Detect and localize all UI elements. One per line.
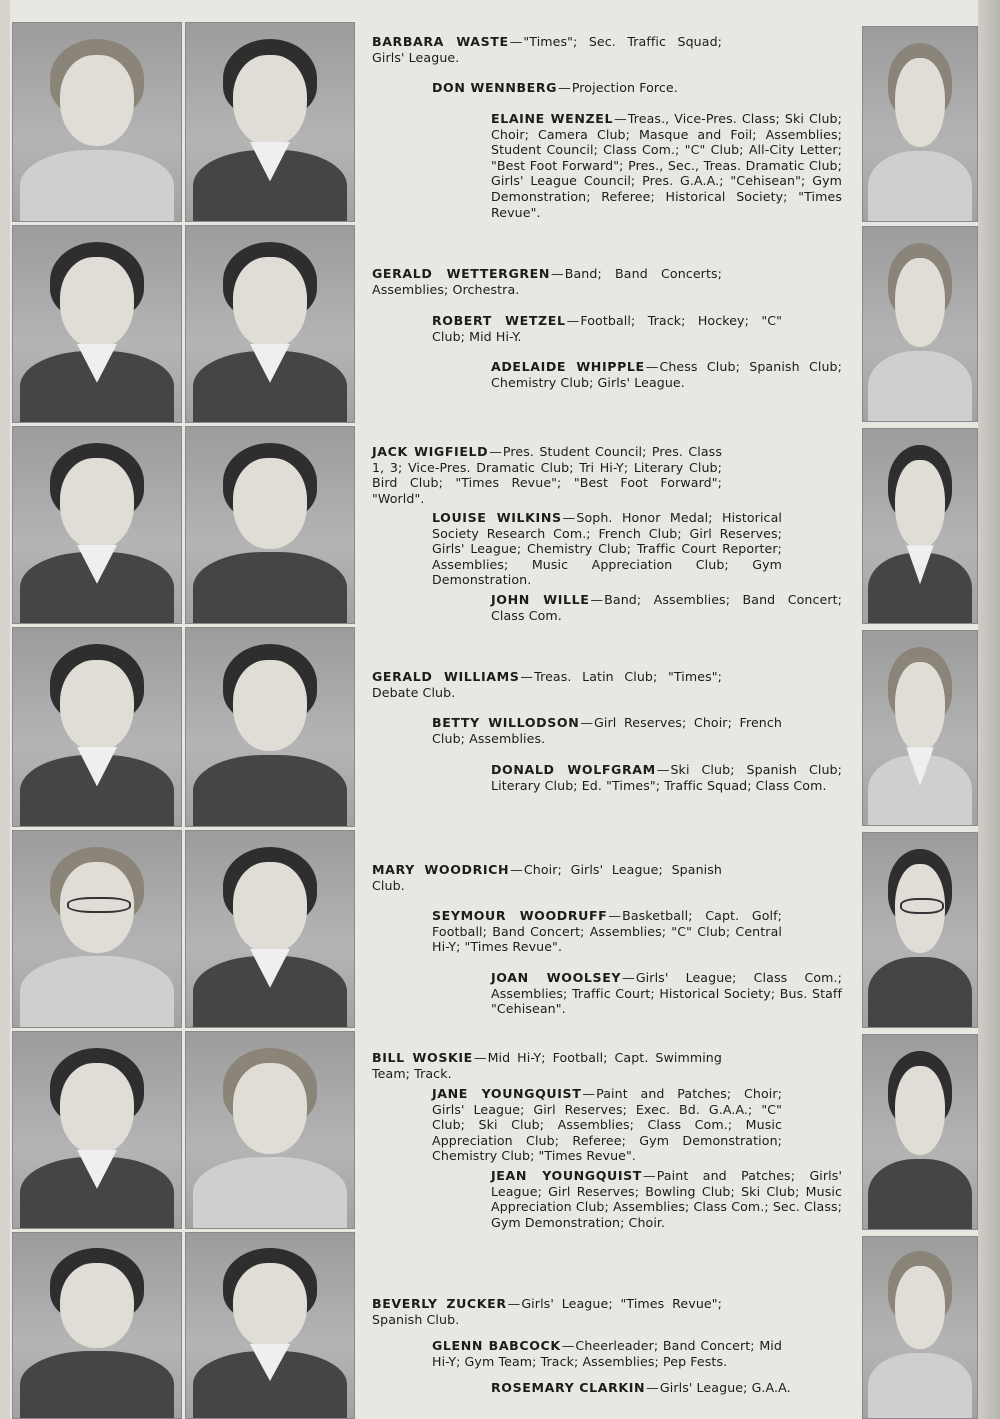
entry-glenn-babcock: GLENN BABCOCK—Cheerleader; Band Concert; Mid Hi-Y; Gym Team; Track; Assemblies; Pep Fests.	[432, 1338, 782, 1369]
entry-activities: Girls' League; Class Com.; Assemblies; Traffic Court; Historical Society; Bus. Staff "Cehisean".	[491, 970, 842, 1017]
entry-jean-youngquist: JEAN YOUNGQUIST—Paint and Patches; Girls' League; Girl Reserves; Bowling Club; Ski Club; Music Appreciation Club; Assemblies; Class Com.; Sec. Class; Gym Demonstration; Choir.	[491, 1168, 843, 1230]
entry-name: GERALD WILLIAMS	[372, 669, 520, 684]
entry-activities: Pres. Student Council; Pres. Class 1, 3; Vice-Pres. Dramatic Club; Tri Hi-Y; Literary Club; Bird Club; "Times Revue"; "Best Foot Forward"; "World".	[372, 444, 723, 506]
entry-gerald-williams: GERALD WILLIAMS—Treas. Latin Club; "Times"; Debate Club.	[372, 669, 722, 700]
entry-name: ROBERT WETZEL	[432, 313, 566, 328]
entry-don-wennberg: DON WENNBERG—Projection Force.	[432, 80, 678, 95]
entry-adelaide-whipple: ADELAIDE WHIPPLE—Chess Club; Spanish Club; Chemistry Club; Girls' League.	[491, 359, 842, 390]
portrait-robert-wetzel	[185, 225, 355, 423]
entry-name: MARY WOODRICH	[372, 862, 510, 877]
portrait-mary-woodrich	[12, 830, 182, 1028]
entry-john-wille: JOHN WILLE—Band; Assemblies; Band Concert; Class Com.	[491, 592, 842, 623]
entry-name: JOHN WILLE	[491, 592, 590, 607]
entry-robert-wetzel: ROBERT WETZEL—Football; Track; Hockey; "C" Club; Mid Hi-Y.	[432, 313, 782, 344]
entry-name: GERALD WETTERGREN	[372, 266, 551, 281]
entry-activities: Girls' League; "Times Revue"; Spanish Club.	[372, 1296, 722, 1327]
entry-name: LOUISE WILKINS	[432, 510, 562, 525]
entry-activities: Treas. Latin Club; "Times"; Debate Club.	[372, 669, 722, 700]
entry-gerald-wettergren: GERALD WETTERGREN—Band; Band Concerts; Assemblies; Orchestra.	[372, 266, 722, 297]
entry-name: DON WENNBERG	[432, 80, 558, 95]
portrait-beverly-zucker	[12, 1232, 182, 1419]
entry-activities: Band; Assemblies; Band Concert; Class Com.	[491, 592, 842, 623]
entry-name: BEVERLY ZUCKER	[372, 1296, 507, 1311]
portrait-elaine-wenzel	[862, 26, 978, 222]
entry-name: BILL WOSKIE	[372, 1050, 473, 1065]
entry-bill-woskie: BILL WOSKIE—Mid Hi-Y; Football; Capt. Swimming Team; Track.	[372, 1050, 722, 1081]
entry-name: JACK WIGFIELD	[372, 444, 489, 459]
entry-activities: Football; Track; Hockey; "C" Club; Mid Hi-Y.	[432, 313, 782, 344]
entry-joan-woolsey: JOAN WOOLSEY—Girls' League; Class Com.; Assemblies; Traffic Court; Historical Society; Bus. Staff "Cehisean".	[491, 970, 842, 1017]
entry-name: ELAINE WENZEL	[491, 111, 614, 126]
portrait-rosemary-clarkin	[862, 1236, 978, 1419]
entry-activities: Mid Hi-Y; Football; Capt. Swimming Team; Track.	[372, 1050, 722, 1081]
portrait-donald-wolfgram	[862, 630, 978, 826]
portrait-don-wennberg	[185, 22, 355, 222]
entry-name: DONALD WOLFGRAM	[491, 762, 656, 777]
entry-jane-youngquist: JANE YOUNGQUIST—Paint and Patches; Choir; Girls' League; Girl Reserves; Exec. Bd. G.A.A.; "C" Club; Ski Club; Assemblies; Class Com.; Music Appreciation Club; Referee; Gym Demonstration; Chemistry Club; "Times Revue".	[432, 1086, 782, 1164]
next-page-edge	[978, 0, 1000, 1419]
entry-seymour-woodruff: SEYMOUR WOODRUFF—Basketball; Capt. Golf; Football; Band Concert; Assemblies; "C" Club; Central Hi-Y; "Times Revue".	[432, 908, 783, 955]
portrait-seymour-woodruff	[185, 830, 355, 1028]
entry-activities: Choir; Girls' League; Spanish Club.	[372, 862, 722, 893]
entry-activities: Basketball; Capt. Golf; Football; Band Concert; Assemblies; "C" Club; Central Hi-Y; "Times Revue".	[432, 908, 783, 955]
entry-elaine-wenzel: ELAINE WENZEL—Treas., Vice-Pres. Class; Ski Club; Choir; Camera Club; Masque and Foil; Assemblies; Student Council; Class Com.; "C" Club; All-City Letter; "Best Foot Forward"; Pres., Sec., Treas. Dramatic Club; Girls' League Council; Pres. G.A.A.; "Cehisean"; Gym Demonstration; Referee; Historical Society; "Times Revue".	[491, 111, 842, 220]
entry-name: ADELAIDE WHIPPLE	[491, 359, 645, 374]
portrait-gerald-wettergren	[12, 225, 182, 423]
entry-betty-willodson: BETTY WILLODSON—Girl Reserves; Choir; French Club; Assemblies.	[432, 715, 782, 746]
entry-name: JANE YOUNGQUIST	[432, 1086, 582, 1101]
entry-activities: Projection Force.	[571, 80, 678, 95]
entry-activities: Soph. Honor Medal; Historical Society Research Com.; French Club; Girl Reserves; Girls' League; Chemistry Club; Traffic Court Reporter; Assemblies; Music Appreciation Club; Gym Demonstration.	[432, 510, 783, 588]
entry-name: BARBARA WASTE	[372, 34, 509, 49]
portrait-jane-youngquist	[185, 1031, 355, 1229]
entry-activities: Girl Reserves; Choir; French Club; Assemblies.	[432, 715, 782, 746]
portrait-jack-wigfield	[12, 426, 182, 624]
entry-activities: Treas., Vice-Pres. Class; Ski Club; Choir; Camera Club; Masque and Foil; Assemblies; Student Council; Class Com.; "C" Club; All-City Letter; "Best Foot Forward"; Pres., Sec., Treas. Dramatic Club; Girls' League Council; Pres. G.A.A.; "Cehisean"; Gym Demonstration; Referee; Historical Society; "Times Revue".	[491, 111, 842, 220]
entry-mary-woodrich: MARY WOODRICH—Choir; Girls' League; Spanish Club.	[372, 862, 722, 893]
entry-name: GLENN BABCOCK	[432, 1338, 561, 1353]
portrait-glenn-babcock	[185, 1232, 355, 1419]
entry-name: JOAN WOOLSEY	[491, 970, 622, 985]
portrait-bill-woskie	[12, 1031, 182, 1229]
entry-activities: Band; Band Concerts; Assemblies; Orchestra.	[372, 266, 722, 297]
portrait-jean-youngquist	[862, 1034, 978, 1230]
entry-name: JEAN YOUNGQUIST	[491, 1168, 642, 1183]
entry-activities: "Times"; Sec. Traffic Squad; Girls' League.	[372, 34, 723, 65]
entry-activities: Chess Club; Spanish Club; Chemistry Club; Girls' League.	[491, 359, 842, 390]
portrait-joan-woolsey	[862, 832, 978, 1028]
entry-activities: Ski Club; Spanish Club; Literary Club; Ed. "Times"; Traffic Squad; Class Com.	[491, 762, 842, 793]
entry-name: SEYMOUR WOODRUFF	[432, 908, 608, 923]
portrait-louise-wilkins	[185, 426, 355, 624]
entry-activities: Cheerleader; Band Concert; Mid Hi-Y; Gym Team; Track; Assemblies; Pep Fests.	[432, 1338, 782, 1369]
portrait-john-wille	[862, 428, 978, 624]
entry-donald-wolfgram: DONALD WOLFGRAM—Ski Club; Spanish Club; Literary Club; Ed. "Times"; Traffic Squad; Class Com.	[491, 762, 842, 793]
entry-louise-wilkins: LOUISE WILKINS—Soph. Honor Medal; Historical Society Research Com.; French Club; Girl Reserves; Girls' League; Chemistry Club; Traffic Court Reporter; Assemblies; Music Appreciation Club; Gym Demonstration.	[432, 510, 783, 588]
entry-rosemary-clarkin: ROSEMARY CLARKIN—Girls' League; G.A.A.	[491, 1380, 791, 1395]
entry-activities: Paint and Patches; Girls' League; Girl Reserves; Bowling Club; Ski Club; Music Appreciation Club; Assemblies; Class Com.; Sec. Class; Gym Demonstration; Choir.	[491, 1168, 843, 1230]
entry-name: BETTY WILLODSON	[432, 715, 580, 730]
portrait-gerald-williams	[12, 627, 182, 827]
portrait-adelaide-whipple	[862, 226, 978, 422]
entry-beverly-zucker: BEVERLY ZUCKER—Girls' League; "Times Revue"; Spanish Club.	[372, 1296, 722, 1327]
entry-barbara-waste: BARBARA WASTE—"Times"; Sec. Traffic Squad; Girls' League.	[372, 34, 723, 65]
page-margin	[0, 0, 10, 1419]
portrait-barbara-waste	[12, 22, 182, 222]
entry-jack-wigfield: JACK WIGFIELD—Pres. Student Council; Pres. Class 1, 3; Vice-Pres. Dramatic Club; Tri Hi-Y; Literary Club; Bird Club; "Times Revue"; "Best Foot Forward"; "World".	[372, 444, 723, 506]
entry-name: ROSEMARY CLARKIN	[491, 1380, 646, 1395]
portrait-betty-willodson	[185, 627, 355, 827]
entry-activities: Girls' League; G.A.A.	[659, 1380, 791, 1395]
entry-activities: Paint and Patches; Choir; Girls' League; Girl Reserves; Exec. Bd. G.A.A.; "C" Club; Ski Club; Assemblies; Class Com.; Music Appreciation Club; Referee; Gym Demonstration; Chemistry Club; "Times Revue".	[432, 1086, 782, 1164]
